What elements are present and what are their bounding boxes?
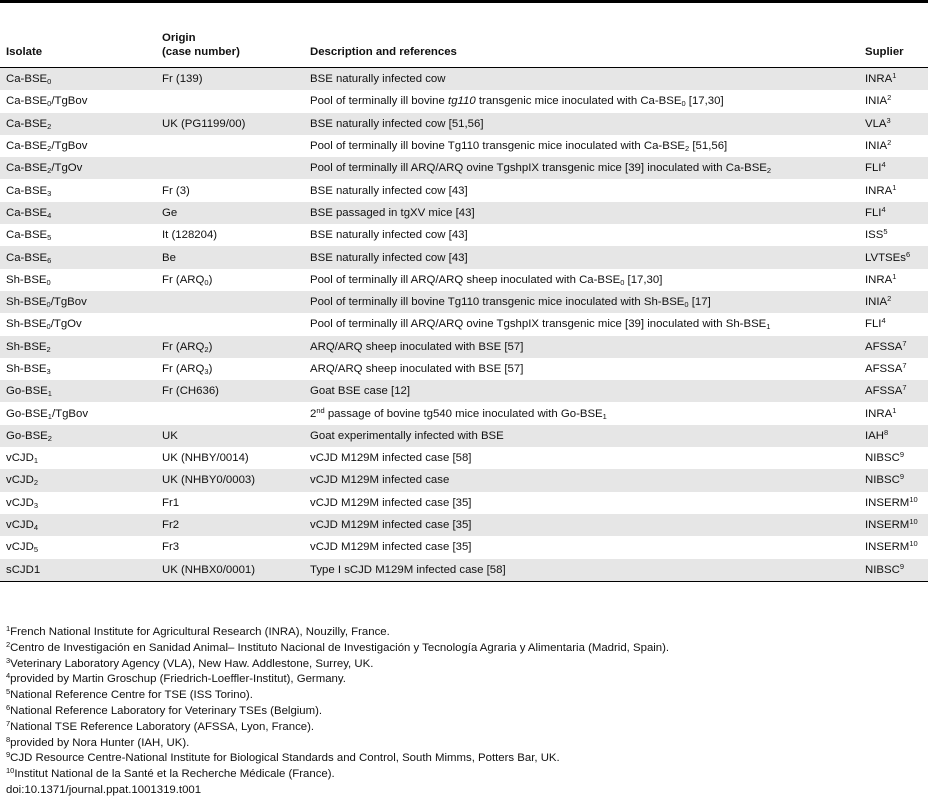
cell-supplier: NIBSC$^9$ [865, 450, 904, 465]
cell-isolate: $Go-BSE_1$ [0, 380, 156, 402]
table-row [0, 68, 928, 91]
cell-origin: Ge [156, 202, 304, 224]
cell-supplier: LVTSEs$^6$ [859, 246, 928, 268]
cell-supplier: NIBSC$^9$ [859, 469, 928, 491]
cell-isolate: $Ca-BSE_2$/TgOv [0, 157, 156, 179]
cell-supplier: INRA$^1$ [865, 182, 897, 197]
cell-description: BSE naturally infected cow [304, 68, 859, 91]
cell-origin: Be [156, 246, 304, 268]
cell-supplier: VLA$^3$ [859, 113, 928, 135]
cell-supplier: ISS$^5$ [865, 227, 888, 242]
cell-origin: Fr $(ARQ_3)$ [162, 363, 213, 376]
cell-isolate: $Ca-BSE_2$/TgBov [6, 140, 88, 154]
cell-isolate: $Ca-BSE_4$ [0, 202, 156, 224]
table-body [0, 68, 928, 582]
header-origin: Origin (case number) [156, 29, 304, 68]
cell-isolate: $Sh-BSE_3$ [6, 363, 51, 376]
cell-supplier: INIA$^2$ [865, 138, 892, 153]
cell-supplier: INRA$^1$ [865, 271, 897, 286]
cell-isolate: $Ca-BSE_2$ [0, 113, 156, 135]
cell-origin: Fr $(ARQ_0)$ [162, 273, 213, 287]
cell-origin [156, 402, 304, 424]
cell-supplier: INSERM$^{10}$ [859, 514, 928, 536]
cell-isolate: $Ca-BSE_0$/TgBov [6, 95, 88, 109]
cell-isolate: $Go-BSE_2$ [0, 425, 156, 447]
cell-description: vCJD M129M infected case [35] [310, 541, 472, 554]
cell-origin: It (128204) [162, 229, 218, 242]
cell-description: Pool of terminally ill bovine Tg110 transgenic mice inoculated with $Sh-BSE_0$ [17] [304, 291, 859, 313]
cell-description: BSE naturally infected cow [43] [310, 184, 468, 197]
cell-supplier: FLI$^4$ [859, 157, 928, 179]
cell-description: Goat BSE case [12] [304, 380, 859, 402]
table-row [0, 291, 928, 313]
cell-supplier: FLI$^4$ [865, 316, 886, 331]
header-supplier: Suplier [859, 29, 928, 68]
cell-description: Goat experimentally infected with BSE [304, 425, 859, 447]
table-row [0, 90, 928, 112]
table-row [0, 313, 928, 335]
cell-description: ARQ/ARQ sheep inoculated with BSE [57] [310, 363, 524, 375]
cell-isolate: $Sh-BSE_2$ [0, 336, 156, 358]
table-row [0, 536, 928, 558]
footnote: $^6$National Reference Laboratory for Veterinary TSEs (Belgium). [6, 702, 323, 717]
table-row [0, 202, 928, 224]
footnote: $^9$CJD Resource Centre-National Institute for Biological Standards and Control, South Mimms, Potters Bar, UK. [6, 750, 560, 765]
cell-description: vCJD M129M infected case [35] [304, 514, 859, 536]
table-row [0, 135, 928, 157]
cell-supplier: INRA$^1$ [859, 68, 928, 91]
table-row [0, 179, 928, 201]
table-row [0, 113, 928, 135]
cell-origin: UK [156, 425, 304, 447]
footnote: $^4$provided by Martin Groschup (Friedrich-Loeffler-Institut), Germany. [6, 671, 346, 686]
cell-description: BSE naturally infected cow [43] [304, 246, 859, 268]
cell-supplier: NIBSC$^9$ [859, 559, 928, 582]
cell-supplier: AFSSA$^7$ [859, 380, 928, 402]
doi-text: doi:10.1371/journal.ppat.1001319.t001 [6, 783, 202, 796]
table-row [0, 358, 928, 380]
cell-supplier: INIA$^2$ [865, 93, 892, 108]
cell-description: Pool of terminally ill bovine Tg110 transgenic mice inoculated with $Ca-BSE_2$ [51,56] [310, 140, 728, 154]
cell-origin: Fr3 [162, 541, 180, 554]
cell-origin [156, 291, 304, 313]
table-header-row [0, 29, 928, 68]
cell-supplier: INSERM$^{10}$ [865, 494, 918, 509]
table-row [0, 380, 928, 402]
cell-isolate: sCJD1 [0, 559, 156, 582]
footnote: $^{10}$Institut National de la Santé et la Recherche Médicale (France). [6, 766, 335, 781]
cell-isolate: $Sh-BSE_0$/TgOv [6, 318, 82, 332]
cell-description: Pool of terminally ill ARQ/ARQ ovine TgshpIX transgenic mice [39] inoculated with $Sh-BSE_1$ [310, 318, 771, 332]
cell-supplier: INSERM$^{10}$ [865, 539, 918, 554]
cell-isolate: $Ca-BSE_5$ [6, 229, 52, 243]
cell-origin: Fr1 [162, 496, 180, 509]
table-row [0, 492, 928, 514]
table-row [0, 224, 928, 246]
table-row [0, 402, 928, 424]
cell-supplier: FLI$^4$ [859, 202, 928, 224]
cell-origin [156, 90, 304, 112]
cell-description: BSE passaged in tgXV mice [43] [304, 202, 859, 224]
cell-origin [156, 313, 304, 335]
cell-description: Pool of terminally ill ARQ/ARQ ovine TgshpIX transgenic mice [39] inoculated with $Ca-BSE_2$ [304, 157, 859, 179]
cell-isolate: vCJD$_3$ [6, 496, 39, 510]
cell-isolate: $Sh-BSE_0$ [6, 273, 51, 287]
cell-origin: UK (PG1199/00) [156, 113, 304, 135]
table-row [0, 246, 928, 268]
cell-origin [156, 157, 304, 179]
table-row [0, 425, 928, 447]
top-rule [0, 0, 928, 3]
cell-supplier: IAH$^8$ [859, 425, 928, 447]
cell-origin: Fr $(ARQ_2)$ [156, 336, 304, 358]
cell-isolate: vCJD$_2$ [0, 469, 156, 491]
table-row [0, 559, 928, 582]
cell-isolate: $Ca-BSE_3$ [6, 184, 52, 198]
cell-description: vCJD M129M infected case [35] [310, 496, 472, 509]
cell-description: vCJD M129M infected case [304, 469, 859, 491]
cell-isolate: vCJD$_4$ [0, 514, 156, 536]
cell-isolate: vCJD$_1$ [6, 452, 39, 466]
footnote: $^7$National TSE Reference Laboratory (AFSSA, Lyon, France). [6, 718, 315, 733]
cell-origin: UK (NHBY/0014) [162, 452, 249, 465]
cell-origin [156, 135, 304, 157]
header-description: Description and references [304, 29, 859, 68]
footnote: $^8$provided by Nora Hunter (IAH, UK). [6, 734, 190, 749]
cell-supplier: INIA$^2$ [859, 291, 928, 313]
cell-description: 2nd passage of bovine tg540 mice inoculated with $Go-BSE_1$ [310, 405, 607, 421]
cell-description: Pool of terminally ill ARQ/ARQ sheep inoculated with $Ca-BSE_0$ [17,30] [310, 273, 663, 287]
table-row [0, 469, 928, 491]
cell-supplier: AFSSA$^7$ [859, 336, 928, 358]
footnote: $^2$Centro de Investigación en Sanidad Animal– Instituto Nacional de Investigación y Tecnología Agraria y Alimentaria (Madrid, Spain). [6, 639, 670, 654]
isolates-table [0, 29, 928, 582]
table-row [0, 514, 928, 536]
cell-description: Type I sCJD M129M infected case [58] [304, 559, 859, 582]
table-row [0, 336, 928, 358]
footnote: $^5$National Reference Centre for TSE (ISS Torino). [6, 687, 253, 702]
header-isolate: Isolate [0, 29, 156, 68]
cell-description: Pool of terminally ill bovine tg110 transgenic mice inoculated with $Ca-BSE_0$ [17,30] [310, 95, 724, 109]
cell-isolate: $Ca-BSE_0$ [0, 68, 156, 91]
table-row [0, 269, 928, 291]
cell-isolate: $Sh-BSE_0$/TgBov [0, 291, 156, 313]
cell-supplier: INRA$^1$ [865, 405, 897, 420]
cell-isolate: vCJD$_5$ [6, 541, 39, 555]
cell-isolate: $Ca-BSE_6$ [0, 246, 156, 268]
cell-origin: UK (NHBX0/0001) [156, 559, 304, 582]
footnote: $^1$French National Institute for Agricultural Research (INRA), Nouzilly, France. [6, 624, 390, 638]
cell-origin: Fr (CH636) [156, 380, 304, 402]
cell-origin: Fr (139) [156, 68, 304, 91]
footnotes [6, 625, 921, 799]
cell-description: vCJD M129M infected case [58] [310, 452, 472, 465]
cell-description: BSE naturally infected cow [43] [310, 229, 468, 242]
footnote: $^3$Veterinary Laboratory Agency (VLA), New Haw. Addlestone, Surrey, UK. [6, 655, 374, 670]
cell-supplier: AFSSA$^7$ [865, 361, 907, 375]
cell-origin: Fr2 [156, 514, 304, 536]
table-row [0, 157, 928, 179]
cell-origin: Fr (3) [162, 184, 190, 197]
table-row [0, 447, 928, 469]
cell-isolate: $Go-BSE_1$/TgBov [6, 407, 89, 421]
cell-description: ARQ/ARQ sheep inoculated with BSE [57] [304, 336, 859, 358]
cell-origin: UK (NHBY0/0003) [156, 469, 304, 491]
cell-description: BSE naturally infected cow [51,56] [304, 113, 859, 135]
